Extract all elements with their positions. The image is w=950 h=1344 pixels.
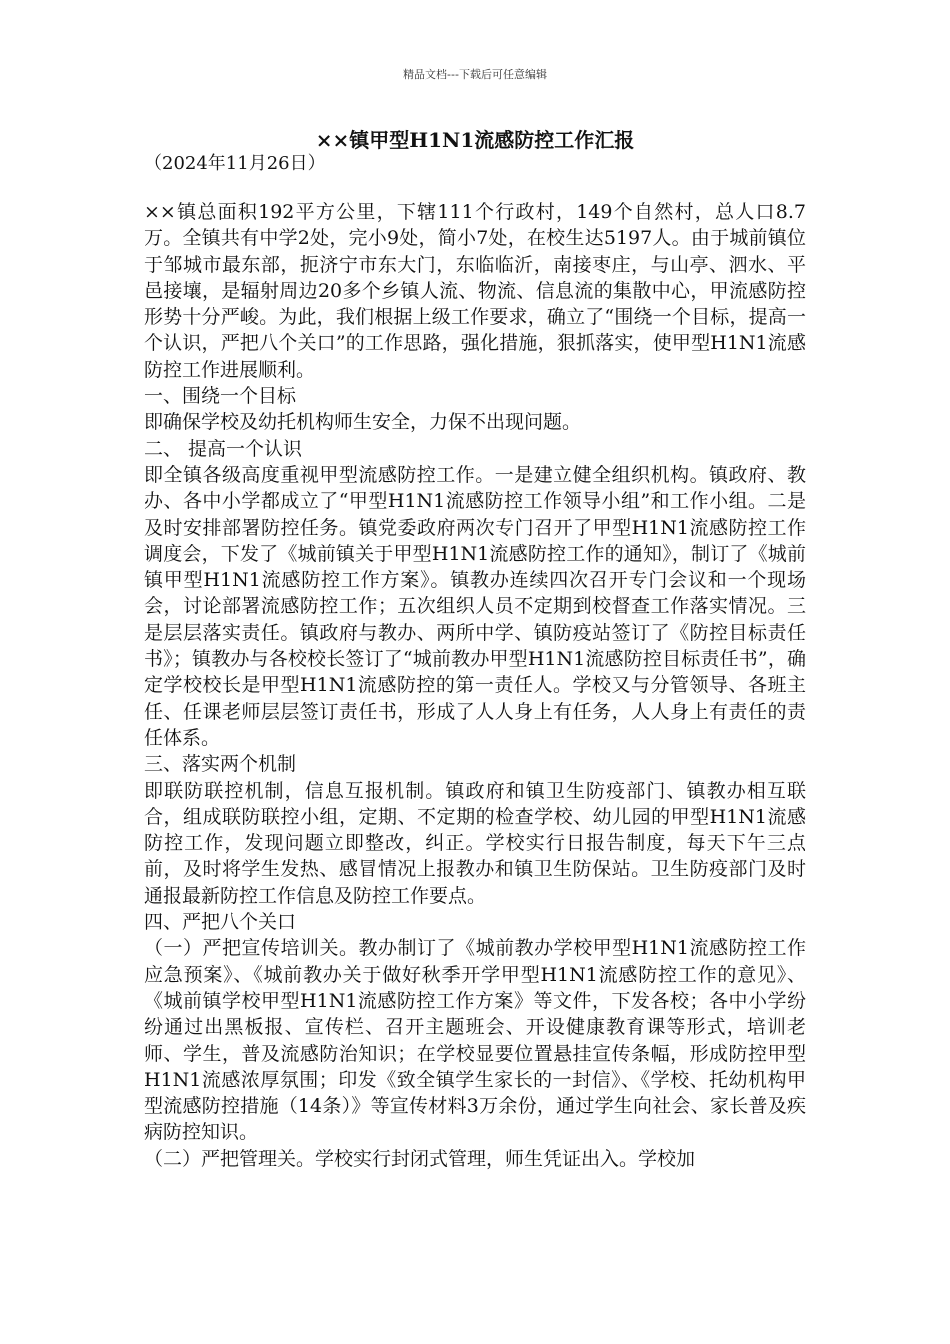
document-title: ××镇甲型H1N1流感防控工作汇报 xyxy=(315,128,635,152)
section-paragraph: （一）严把宣传培训关。教办制订了《城前教办学校甲型H1N1流感防控工作应急预案》、《城前教办关于做好秋季开学甲型H1N1流感防控工作的意见》、《城前镇学校甲型H1N1流感防控工作方案》等文件，下发各校；各中小学纷纷通过出黑板报、宣传栏、召开主题班会、开设健康教育课等形式，培训老师、学生，普及流感防治知识；在学校显要位置悬挂宣传条幅，形成防控甲型H1N1流感浓厚氛围；印发《致全镇学生家长的一封信》、《学校、托幼机构甲型流感防控措施（14条）》等宣传材料3万余份，通过学生向社会、家长普及疾病防控知识。 xyxy=(144,937,806,1144)
page-header: 精品文档---下载后可任意编辑 xyxy=(403,68,547,81)
section-heading: 三、落实两个机制 xyxy=(144,753,297,776)
subsection-paragraph: （二）严把管理关。学校实行封闭式管理，师生凭证出入。学校加 xyxy=(144,1147,696,1170)
section-paragraph: 即联防联控机制，信息互报机制。镇政府和镇卫生防疫部门、镇教办相互联合，组成联防联控小组，定期、不定期的检查学校、幼儿园的甲型H1N1流感防控工作，发现问题立即整改，纠正。学校实行日报告制度，每天下午三点前，及时将学生发热、感冒情况上报教办和镇卫生防保站。卫生防疫部门及时通报最新防控工作信息及防控工作要点。 xyxy=(144,779,806,907)
section-heading: 四、严把八个关口 xyxy=(144,911,297,934)
document-body xyxy=(144,199,806,1172)
section-heading: 二、 提高一个认识 xyxy=(144,437,303,460)
section-paragraph: 即全镇各级高度重视甲型流感防控工作。一是建立健全组织机构。镇政府、教办、各中小学都成立了“甲型H1N1流感防控工作领导小组”和工作小组。二是及时安排部署防控任务。镇党委政府两次专门召开了甲型H1N1流感防控工作调度会，下发了《城前镇关于甲型H1N1流感防控工作的通知》，制订了《城前镇甲型H1N1流感防控工作方案》。镇教办连续四次召开专门会议和一个现场会，讨论部署流感防控工作；五次组织人员不定期到校督查工作落实情况。三是层层落实责任。镇政府与教办、两所中学、镇防疫站签订了《防控目标责任书》；镇教办与各校校长签订了“城前教办甲型H1N1流感防控目标责任书”，确定学校校长是甲型H1N1流感防控的第一责任人。学校又与分管领导、各班主任、任课老师层层签订责任书，形成了人人身上有任务，人人身上有责任的责任体系。 xyxy=(144,463,806,749)
document-date: （2024年11月26日） xyxy=(144,153,326,174)
section-heading: 一、围绕一个目标 xyxy=(144,385,297,408)
intro-paragraph: ××镇总面积192平方公里，下辖111个行政村，149个自然村，总人口8.7万。全镇共有中学2处，完小9处，简小7处，在校生达5197人。由于城前镇位于邹城市最东部，扼济宁市东大门，东临临沂，南接枣庄，与山亭、泗水、平邑接壤，是辐射周边20多个乡镇人流、物流、信息流的集散中心，甲流感防控形势十分严峻。为此，我们根据上级工作要求，确立了“围绕一个目标，提高一个认识，严把八个关口”的工作思路，强化措施，狠抓落实，使甲型H1N1流感防控工作进展顺利。 xyxy=(144,201,806,381)
section-paragraph: 即确保学校及幼托机构师生安全，力保不出现问题。 xyxy=(144,411,582,434)
